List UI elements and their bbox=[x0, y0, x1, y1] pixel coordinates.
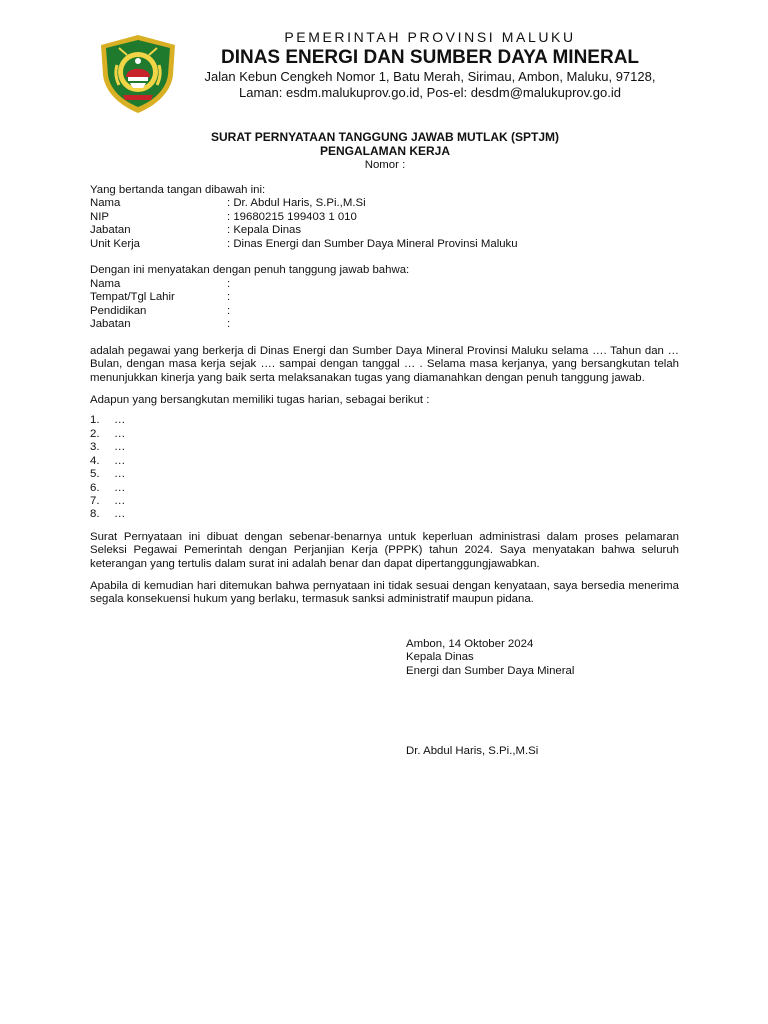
list-item: 7. … bbox=[90, 494, 126, 507]
subject-value: : bbox=[227, 304, 231, 317]
signer-row bbox=[90, 224, 679, 237]
signer-value: : Kepala Dinas bbox=[227, 224, 302, 237]
signer-label: Nama bbox=[90, 197, 121, 210]
signature-block bbox=[406, 638, 706, 678]
letterhead bbox=[0, 0, 768, 120]
subject-row bbox=[90, 318, 679, 331]
signer-row bbox=[90, 238, 679, 251]
signature-position: Kepala Dinas bbox=[406, 651, 474, 664]
list-item: 3. … bbox=[90, 441, 126, 454]
subject-details bbox=[90, 278, 679, 332]
signer-details bbox=[90, 197, 679, 251]
subject-label: Jabatan bbox=[90, 318, 131, 331]
signature-place-date: Ambon, 14 Oktober 2024 bbox=[406, 638, 534, 650]
list-item: 5. … bbox=[90, 468, 126, 481]
employment-paragraph: adalah pegawai yang berkerja di Dinas Energi dan Sumber Daya Mineral Provinsi Maluku selama …. Tahun dan … Bulan, dengan masa kerja sejak …. sampai dengan tanggal … . Selama masa kerjanya, yang bersangkutan telah menunjukkan kinerja yang baik serta melaksanakan tugas yang diamanahkan dengan penuh tanggung jawab. bbox=[90, 344, 679, 384]
signature-name: Dr. Abdul Haris, S.Pi.,M.Si bbox=[406, 745, 539, 757]
agency-contact: Laman: esdm.malukuprov.go.id, Pos-el: desdm@malukuprov.go.id bbox=[239, 85, 621, 100]
list-item: 6. … bbox=[90, 481, 126, 494]
signer-value: : Dr. Abdul Haris, S.Pi.,M.Si bbox=[227, 197, 366, 210]
provinsi-maluku-emblem-icon bbox=[97, 33, 179, 115]
document-subtitle: PENGALAMAN KERJA bbox=[319, 144, 450, 158]
signer-row bbox=[90, 197, 679, 210]
subject-value: : bbox=[227, 291, 231, 304]
subject-intro: Dengan ini menyatakan dengan penuh tanggung jawab bahwa: bbox=[90, 264, 410, 277]
document-title-block bbox=[90, 130, 680, 172]
subject-label: Tempat/Tgl Lahir bbox=[90, 291, 175, 304]
list-item: 4. … bbox=[90, 454, 126, 467]
subject-value: : bbox=[227, 277, 231, 290]
government-name: PEMERINTAH PROVINSI MALUKU bbox=[284, 29, 576, 45]
signer-label: Unit Kerja bbox=[90, 237, 141, 250]
signature-office: Energi dan Sumber Daya Mineral bbox=[406, 664, 575, 677]
signer-intro: Yang bertanda tangan dibawah ini: bbox=[90, 184, 266, 196]
signer-label: NIP bbox=[90, 210, 109, 223]
signer-value: : Dinas Energi dan Sumber Daya Mineral Provinsi Maluku bbox=[227, 237, 518, 250]
letter-body bbox=[90, 184, 679, 607]
signer-row bbox=[90, 211, 679, 224]
list-item: 2. … bbox=[90, 427, 126, 440]
task-list bbox=[90, 414, 679, 521]
list-item: 8. … bbox=[90, 508, 126, 521]
subject-row bbox=[90, 305, 679, 318]
agency-name: DINAS ENERGI DAN SUMBER DAYA MINERAL bbox=[220, 47, 640, 68]
subject-row bbox=[90, 291, 679, 304]
signer-value: : 19680215 199403 1 010 bbox=[227, 210, 357, 223]
consequence-paragraph: Apabila di kemudian hari ditemukan bahwa pernyataan ini tidak sesuai dengan kenyataan, saya bersedia menerima segala konsekuensi hukum yang berlaku, termasuk sanksi administratif maupun pidana. bbox=[90, 579, 679, 606]
agency-address: Jalan Kebun Cengkeh Nomor 1, Batu Merah, Sirimau, Ambon, Maluku, 97128, bbox=[204, 69, 656, 84]
purpose-paragraph: Surat Pernyataan ini dibuat dengan sebenar-benarnya untuk keperluan administrasi dalam proses pelamaran Seleksi Pegawai Pemerintah dengan Perjanjian Kerja (PPPK) tahun 2024. Saya menyatakan bahwa seluruh keterangan yang tertulis dalam surat ini adalah benar dan dapat dipertanggungjawabkan. bbox=[90, 530, 679, 570]
tasks-intro: Adapun yang bersangkutan memiliki tugas harian, sebagai berikut : bbox=[90, 394, 430, 407]
document-number: Nomor : bbox=[364, 159, 406, 171]
subject-value: : bbox=[227, 318, 231, 331]
subject-label: Pendidikan bbox=[90, 304, 147, 317]
list-item: 1. … bbox=[90, 414, 126, 427]
subject-label: Nama bbox=[90, 277, 121, 290]
document-title: SURAT PERNYATAAN TANGGUNG JAWAB MUTLAK (SPTJM) bbox=[211, 130, 559, 144]
signer-label: Jabatan bbox=[90, 224, 131, 237]
subject-row bbox=[90, 278, 679, 291]
